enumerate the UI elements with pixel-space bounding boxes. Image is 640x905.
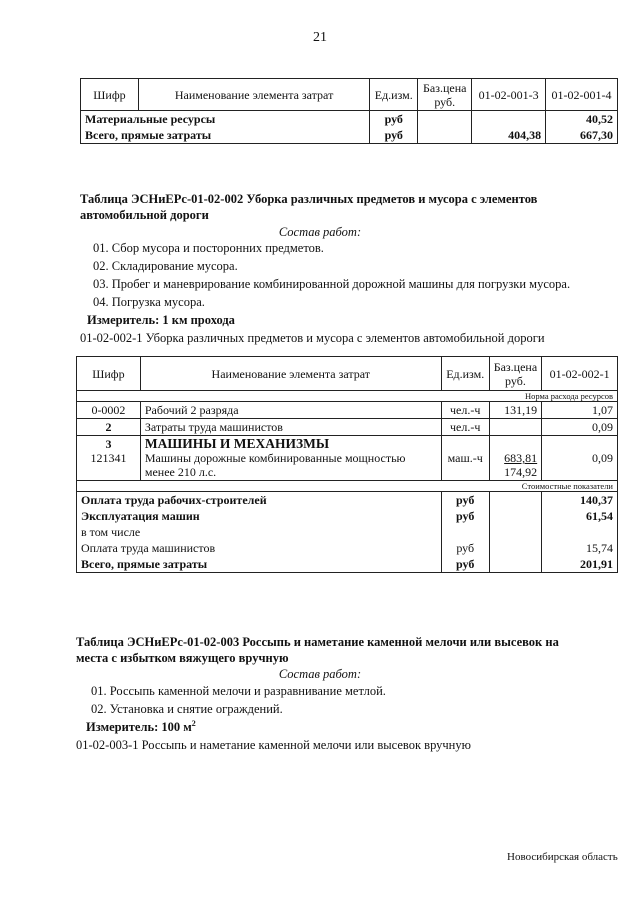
cost-unit: руб: [441, 492, 489, 509]
table-row: [77, 419, 618, 436]
row-unit: руб: [370, 127, 418, 144]
header-cipher: Шифр: [77, 357, 141, 391]
table-row: [77, 436, 618, 481]
cost-value: 61,54: [542, 508, 618, 524]
row-unit: чел.-ч: [441, 419, 489, 436]
machine-codes: [77, 436, 141, 481]
cost-unit: руб: [441, 556, 489, 573]
row-unit: чел.-ч: [441, 402, 489, 419]
cost-name: в том числе: [77, 524, 442, 540]
cost-unit: руб: [441, 508, 489, 524]
row-unit: руб: [370, 111, 418, 128]
cost-name: Всего, прямые затраты: [77, 556, 442, 573]
header-col-4: 01-02-001-4: [546, 79, 618, 111]
header-base-price: Баз.цена руб.: [418, 79, 472, 111]
norma-label: Норма расхода ресурсов: [77, 391, 618, 402]
section3-code-line: 01-02-003-1 Россыпь и наметание каменной мелочи или высевок вручную: [76, 738, 471, 752]
header-name: Наименование элемента затрат: [138, 79, 369, 111]
row-name: Материальные ресурсы: [81, 111, 370, 128]
section2-work-4: 04. Погрузка мусора.: [93, 295, 205, 309]
header-name: Наименование элемента затрат: [140, 357, 441, 391]
header-col-3: 01-02-001-3: [472, 79, 546, 111]
cost-unit: руб: [441, 540, 489, 556]
row-name: Рабочий 2 разряда: [140, 402, 441, 419]
section2-work-2: 02. Складирование мусора.: [93, 259, 238, 273]
row-value-4: 667,30: [546, 127, 618, 144]
machine-name-line1: Машины дорожные комбинированные мощностью: [144, 451, 406, 465]
cost-value: [542, 524, 618, 540]
row-value: 0,09: [542, 419, 618, 436]
cost-name: Оплата труда рабочих-строителей: [77, 492, 442, 509]
header-col-1: 01-02-002-1: [542, 357, 618, 391]
table-01-02-002: [76, 356, 618, 573]
machine-names: [140, 436, 441, 481]
header-unit: Ед.изм.: [441, 357, 489, 391]
machine-unit: маш.-ч: [447, 451, 483, 465]
section2-work-3: 03. Пробег и маневрирование комбинированной дорожной машины для погрузки мусора.: [93, 277, 571, 291]
group-code: 3: [105, 437, 112, 451]
row-name: Затраты труда машинистов: [140, 419, 441, 436]
table-row: [77, 556, 618, 573]
cost-value: 15,74: [542, 540, 618, 556]
machine-name-line2: менее 210 л.с.: [144, 465, 217, 479]
machine-price-2: 174,92: [504, 465, 538, 479]
table-row: [77, 540, 618, 556]
cost-name: Оплата труда машинистов: [77, 540, 442, 556]
table-row: [77, 492, 618, 509]
table-row: [77, 402, 618, 419]
machine-code: 121341: [90, 451, 127, 465]
section3-work-1: 01. Россыпь каменной мелочи и разравнивание метлой.: [91, 684, 386, 698]
page-number: 21: [313, 30, 327, 45]
cost-unit: [441, 524, 489, 540]
section3-title: Таблица ЭСНиЕРс-01-02-003 Россыпь и наметание каменной мелочи или высевок на места с избытком вяжущего вручную: [76, 635, 559, 665]
group-name: МАШИНЫ И МЕХАНИЗМЫ: [144, 436, 330, 451]
row-price: [489, 419, 541, 436]
cost-value: 140,37: [542, 492, 618, 509]
row-value-4: 40,52: [546, 111, 618, 128]
row-code: 0-0002: [77, 402, 141, 419]
table-row: [81, 111, 618, 128]
table-row: [81, 127, 618, 144]
cost-name: Эксплуатация машин: [77, 508, 442, 524]
section2-work-1: 01. Сбор мусора и посторонних предметов.: [93, 241, 324, 255]
section2-code-line: 01-02-002-1 Уборка различных предметов и мусора с элементов автомобильной дороги: [80, 331, 545, 345]
section3-work-2: 02. Установка и снятие ограждений.: [91, 702, 283, 716]
row-value-3: 404,38: [472, 127, 546, 144]
header-base-price: Баз.цена руб.: [489, 357, 541, 391]
header-cipher: Шифр: [81, 79, 139, 111]
table-row: [77, 508, 618, 524]
row-name: Всего, прямые затраты: [81, 127, 370, 144]
cost-value: 201,91: [542, 556, 618, 573]
table-row: [77, 524, 618, 540]
section2-measure: Измеритель: 1 км прохода: [87, 313, 235, 327]
row-value-3: [472, 111, 546, 128]
stoim-label: Стоимостные показатели: [77, 481, 618, 492]
machine-value: 0,09: [592, 451, 613, 465]
machine-price-1: 683,81: [504, 451, 538, 465]
section2-title: Таблица ЭСНиЕРс-01-02-002 Уборка различных предметов и мусора с элементов автомобильной дороги: [80, 192, 538, 222]
section3-sostav: Состав работ:: [278, 667, 362, 681]
row-value: 1,07: [542, 402, 618, 419]
footer-region: Новосибирская область: [507, 851, 618, 863]
table-01-02-001: [80, 78, 618, 144]
row-code: 2: [77, 419, 141, 436]
header-unit: Ед.изм.: [370, 79, 418, 111]
section3-measure: Измеритель: 100 $м^2$: [86, 719, 196, 735]
row-price: 131,19: [489, 402, 541, 419]
section2-sostav: Состав работ:: [278, 225, 362, 239]
